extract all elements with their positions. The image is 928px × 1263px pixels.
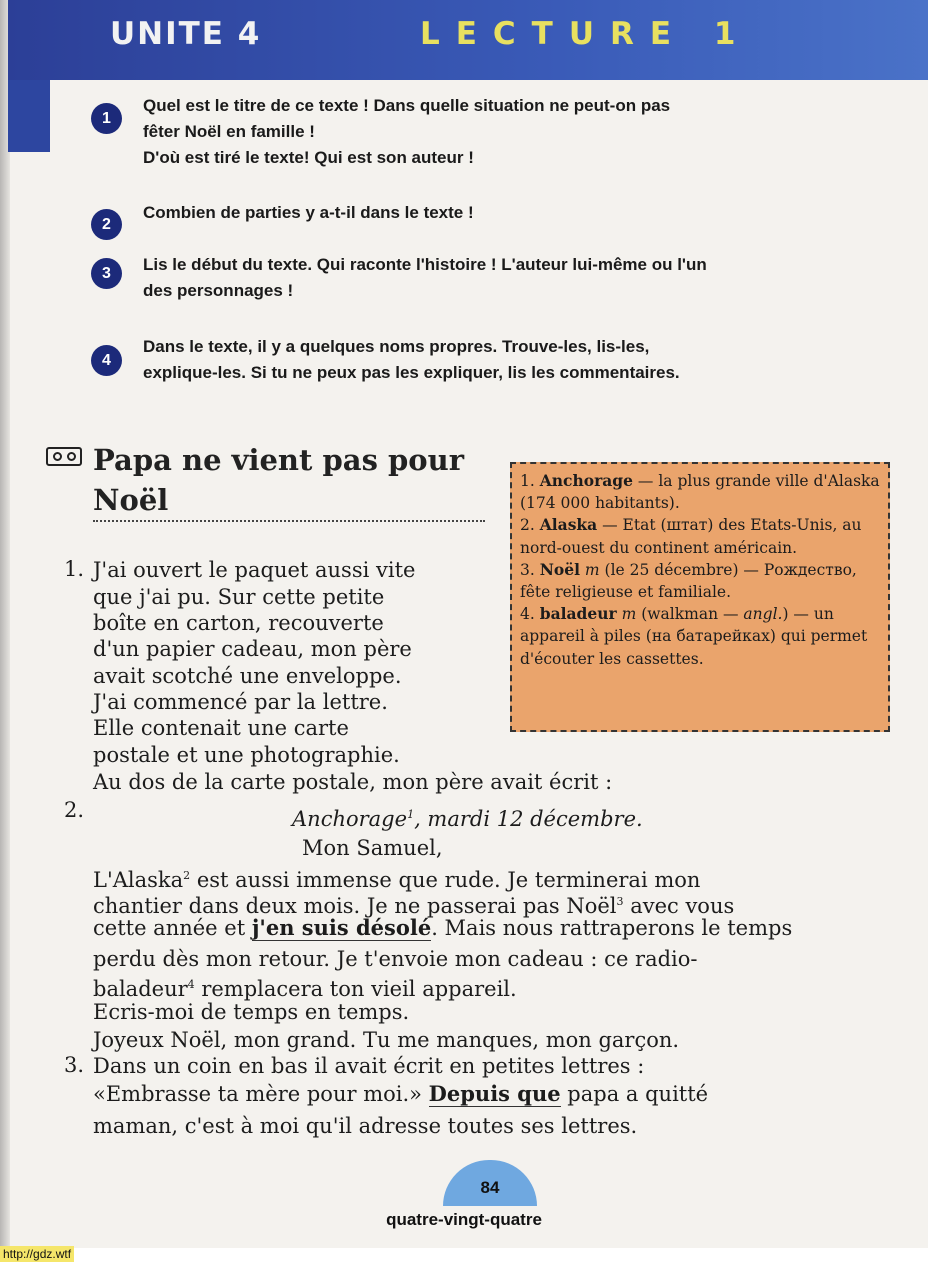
note-number: 3. (520, 560, 535, 579)
note-1 (520, 470, 880, 514)
text-line: Ecris-moi de temps en temps. (93, 1000, 410, 1024)
note-3 (520, 559, 880, 603)
cassette-icon (46, 447, 82, 466)
text: papa a quitté (560, 1082, 709, 1106)
highlighted-phrase: j'en suis désolé (251, 915, 432, 940)
question-line: explique-les. Si tu ne peux pas les expliquer, lis les commentaires. (143, 363, 680, 382)
page-binding (0, 0, 10, 1248)
note-term: baladeur (539, 604, 617, 624)
note-2 (520, 514, 880, 558)
note-number: 1. (520, 472, 535, 490)
paragraph-number-3: 3. (64, 1053, 85, 1077)
vocabulary-notes-box (510, 462, 890, 732)
letter-date (292, 802, 643, 832)
question-line: Lis le début du texte. Qui raconte l'histoire ! L'auteur lui-même ou l'un (143, 255, 707, 274)
question-number-1: 1 (91, 103, 122, 134)
text-line: Dans un coin en bas il avait écrit en petites lettres : (93, 1054, 645, 1078)
text-line: Au dos de la carte postale, mon père avait écrit : (93, 770, 613, 794)
story-title (93, 440, 464, 520)
text: est aussi immense que rude. Je terminerai mon (190, 868, 701, 892)
highlighted-phrase: Depuis que (428, 1081, 561, 1106)
note-language: angl. (743, 605, 783, 624)
question-2 (143, 200, 474, 226)
question-number-4: 4 (91, 345, 122, 376)
letter-greeting: Mon Samuel, (302, 836, 443, 860)
watermark-link[interactable]: http://gdz.wtf (0, 1246, 74, 1262)
page-number-words: quatre-vingt-quatre (386, 1210, 542, 1229)
text-line: Elle contenait une carte (93, 716, 349, 740)
note-text: — Etat (штат) des Etats-Unis, au nord-ouest du continent américain. (520, 516, 862, 557)
note-number: 4. (520, 605, 535, 624)
text: L'Alaska (93, 868, 184, 892)
text-line (93, 1081, 708, 1107)
note-4 (520, 603, 880, 670)
text: avec vous (623, 894, 735, 918)
date-place: Anchorage (292, 807, 408, 831)
title-divider (93, 520, 485, 522)
question-number-2: 2 (91, 209, 122, 240)
paragraph-number-1: 1. (64, 557, 85, 581)
text-line (93, 915, 792, 941)
text-line (93, 972, 517, 1002)
question-4 (143, 334, 680, 386)
footnote-ref: 1 (407, 808, 415, 821)
footnote-ref: 3 (616, 895, 624, 908)
text-line: postale et une photographie. (93, 743, 400, 767)
lecture-label: LECTURE 1 (420, 16, 752, 52)
question-3 (143, 252, 707, 304)
question-line: Dans le texte, il y a quelques noms propres. Trouve-les, lis-les, (143, 337, 650, 356)
unit-label: UNITE 4 (110, 16, 262, 52)
question-line: Quel est le titre de ce texte ! Dans quelle situation ne peut-on pas (143, 96, 671, 115)
title-line: Papa ne vient pas pour (93, 443, 464, 477)
question-number-3: 3 (91, 258, 122, 289)
footnote-ref: 2 (183, 869, 191, 882)
note-gender: m (580, 560, 600, 579)
question-line: des personnages ! (143, 281, 294, 300)
paragraph-number-2: 2. (64, 798, 85, 822)
note-gender: m (616, 605, 637, 624)
note-text: — la plus grande ville d'Alaska (174 000 habitants). (520, 472, 880, 513)
page-number: 84 (443, 1160, 537, 1206)
note-number: 2. (520, 516, 535, 535)
text-line: J'ai commencé par la lettre. (93, 690, 388, 714)
note-term: Alaska (539, 515, 598, 535)
text: cette année et (93, 916, 252, 940)
question-line: D'où est tiré le texte! Qui est son auteur ! (143, 148, 474, 167)
text: baladeur (93, 977, 188, 1001)
text-line: avait scotché une enveloppe. (93, 664, 402, 688)
text: chantier dans deux mois. Je ne passerai pas Noël (93, 894, 617, 918)
text-line: perdu dès mon retour. Je t'envoie mon cadeau : ce radio- (93, 947, 698, 971)
question-line: fêter Noël en famille ! (143, 122, 315, 141)
text-line: boîte en carton, recouverte (93, 611, 384, 635)
question-1 (143, 93, 670, 171)
header-tab (8, 80, 50, 152)
note-term: Anchorage (539, 471, 633, 490)
text-line: J'ai ouvert le paquet aussi vite (93, 558, 416, 582)
note-term: Noël (539, 559, 580, 579)
text-line: maman, c'est à moi qu'il adresse toutes ses lettres. (93, 1114, 638, 1138)
note-text: (walkman — (636, 605, 744, 624)
title-line: Noël (93, 483, 169, 517)
question-line: Combien de parties y a-t-il dans le texte ! (143, 203, 474, 222)
text-line: que j'ai pu. Sur cette petite (93, 585, 385, 609)
text: remplacera ton vieil appareil. (194, 977, 517, 1001)
text: «Embrasse ta mère pour moi.» (93, 1082, 429, 1106)
note-text: (le 25 décembre) — Рождество, fête religieuse et familiale. (520, 560, 857, 602)
text-line: Joyeux Noël, mon grand. Tu me manques, mon garçon. (93, 1028, 680, 1052)
date-text: , mardi 12 décembre. (414, 807, 643, 831)
note-text: ) — un appareil à piles (на батарейках) qui permet d'écouter les cassettes. (520, 605, 868, 668)
text: . Mais nous rattraperons le temps (431, 916, 793, 940)
text-line: d'un papier cadeau, mon père (93, 637, 412, 661)
footnote-ref: 4 (187, 978, 195, 991)
